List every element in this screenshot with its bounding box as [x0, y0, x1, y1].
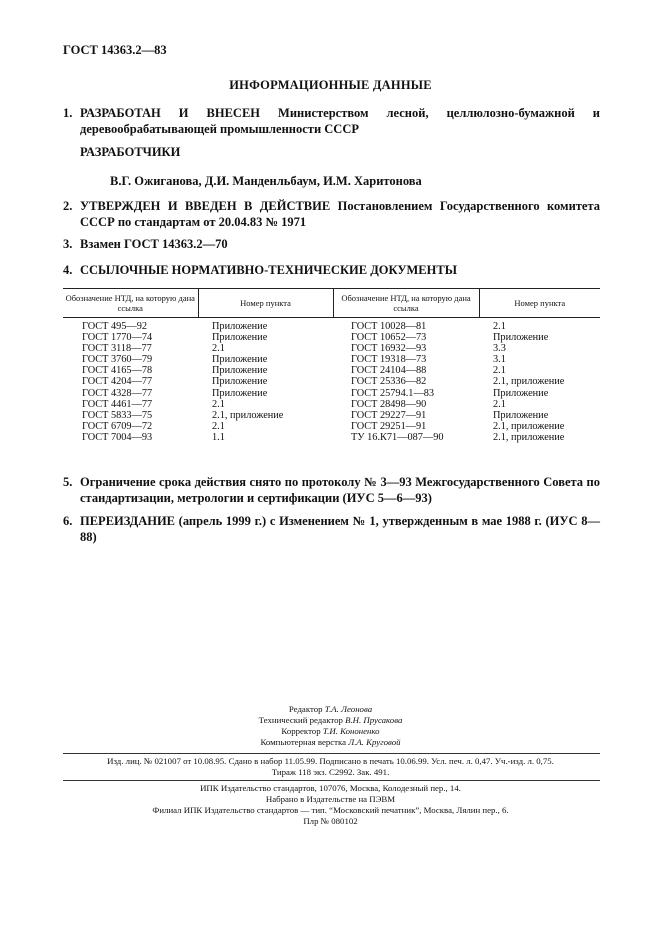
credit-proofreader: Корректор Т.И. Кононенко [281, 726, 380, 736]
cell-ntd-1: ГОСТ 3118—77 [82, 343, 152, 355]
section-5-text: Ограничение срока действия снято по протоколу № 3—93 Межгосударственного Совета по стандартизации, метрологии и сертификации (ИУС 5—6—93) [80, 475, 600, 505]
section-6-text: ПЕРЕИЗДАНИЕ (апрель 1999 г.) с Изменением № 1, утвержденным в мае 1988 г. (ИУС 8—88) [80, 514, 600, 544]
cell-ntd-1: ГОСТ 1770—74 [82, 332, 153, 344]
cell-clause-2: Приложение [493, 387, 549, 399]
credits-block [0, 704, 661, 748]
cell-ntd-1: ГОСТ 7004—93 [82, 431, 153, 443]
cell-clause-2: 2.1 [493, 321, 506, 332]
section-6 [63, 513, 600, 545]
cell-ntd-2: ТУ 16.К71—087—90 [351, 431, 444, 443]
section-1-number: 1. [63, 106, 73, 120]
cell-ntd-1: ГОСТ 3760—79 [82, 354, 153, 366]
section-3-text: Взамен ГОСТ 14363.2—70 [80, 237, 228, 251]
table-row [63, 432, 600, 443]
section-2-body: Постановлением Государственного комитета СССР по стандартам от 20.04.83 № 1971 [80, 199, 601, 229]
table-row [63, 354, 600, 365]
section-3 [63, 236, 600, 252]
cell-clause-1: 2.1 [212, 398, 225, 410]
page-title: ИНФОРМАЦИОННЫЕ ДАННЫЕ [229, 78, 432, 92]
table-row [63, 399, 600, 410]
cell-clause-1: 1.1 [212, 431, 225, 443]
imprint-line-1: Изд. лиц. № 021007 от 10.08.95. Сдано в набор 11.05.99. Подписано в печать 10.06.99. Усл. печ. л. 0,47. Уч.-изд. л. 0,75. [107, 756, 554, 766]
cell-clause-2: Приложение [493, 332, 549, 344]
cell-clause-1: Приложение [212, 354, 268, 366]
cell-ntd-1: ГОСТ 4328—77 [82, 387, 153, 399]
table-row [63, 332, 600, 343]
cell-clause-1: Приложение [212, 332, 268, 344]
cell-clause-2: 2.1, приложение [493, 420, 565, 432]
cell-ntd-2: ГОСТ 19318—73 [351, 354, 427, 366]
cell-ntd-1: ГОСТ 495—92 [82, 321, 148, 332]
publisher-line-3: Филиал ИПК Издательство стандартов — тип. “Московский печатник”, Москва, Лялин пер., 6. [152, 805, 509, 815]
cell-ntd-2: ГОСТ 10652—73 [351, 332, 427, 344]
table-row [63, 343, 600, 354]
section-6-number: 6. [63, 514, 73, 528]
section-2-number: 2. [63, 199, 73, 213]
table-row [63, 376, 600, 387]
header-ntd-1: Обозначение НТД, на которую дана ссылка [63, 289, 198, 318]
table-row [63, 318, 600, 333]
table-row [63, 388, 600, 399]
cell-clause-1: Приложение [212, 321, 268, 332]
cell-ntd-2: ГОСТ 25794.1—83 [351, 387, 435, 399]
section-1-text [80, 105, 600, 137]
section-1-lead: РАЗРАБОТАН И ВНЕСЕН [80, 106, 261, 120]
cell-ntd-2: ГОСТ 29227—91 [351, 409, 427, 421]
table-row [63, 365, 600, 376]
cell-ntd-1: ГОСТ 4204—77 [82, 376, 153, 388]
cell-clause-1: Приложение [212, 376, 268, 388]
section-4 [63, 262, 600, 278]
section-2-lead: УТВЕРЖДЕН И ВВЕДЕН В ДЕЙСТВИЕ [80, 199, 331, 213]
developers-names: В.Г. Ожиганова, Д.И. Манденльбаум, И.М. Харитонова [110, 174, 422, 188]
cell-ntd-2: ГОСТ 24104—88 [351, 365, 427, 377]
developers-heading: РАЗРАБОТЧИКИ [80, 145, 181, 159]
cell-clause-1: 2.1 [212, 420, 225, 432]
cell-clause-2: 3.1 [493, 354, 506, 366]
publisher-line-1: ИПК Издательство стандартов, 107076, Москва, Колодезный пер., 14. [200, 783, 461, 793]
table-header-row [63, 289, 600, 318]
section-4-number: 4. [63, 263, 73, 277]
credit-tech-editor: Технический редактор В.Н. Прусакова [258, 715, 403, 725]
publisher-line-4: Плр № 080102 [303, 816, 358, 826]
cell-ntd-2: ГОСТ 29251—91 [351, 420, 427, 432]
document-id: ГОСТ 14363.2—83 [63, 43, 167, 57]
cell-clause-1: 2.1, приложение [212, 409, 284, 421]
cell-ntd-2: ГОСТ 28498—90 [351, 398, 427, 410]
cell-ntd-2: ГОСТ 16932—93 [351, 343, 427, 355]
header-clause-2: Номер пункта [479, 289, 600, 318]
cell-ntd-2: ГОСТ 25336—82 [351, 376, 427, 388]
cell-clause-2: 2.1 [493, 365, 506, 377]
credit-editor: Редактор Т.А. Леонова [288, 704, 373, 714]
references-table [63, 288, 600, 443]
section-2-text [80, 198, 600, 230]
section-2 [63, 198, 600, 230]
cell-clause-2: 2.1, приложение [493, 376, 565, 388]
cell-clause-2: Приложение [493, 409, 549, 421]
cell-ntd-2: ГОСТ 10028—81 [351, 321, 427, 332]
cell-clause-2: 2.1 [493, 398, 506, 410]
section-1-body: Министерством лесной, целлюлозно-бумажной и деревообрабатывающей промышленности СССР [80, 106, 600, 136]
cell-clause-1: Приложение [212, 365, 268, 377]
credit-layout: Компьютерная верстка Л.А. Круговой [260, 737, 401, 747]
table-row [63, 421, 600, 432]
cell-clause-1: Приложение [212, 387, 268, 399]
imprint-line-2: Тираж 118 экз. С2992. Зак. 491. [271, 767, 390, 777]
cell-clause-1: 2.1 [212, 343, 225, 355]
cell-ntd-1: ГОСТ 4461—77 [82, 398, 153, 410]
cell-clause-2: 2.1, приложение [493, 431, 565, 443]
table-row [63, 410, 600, 421]
cell-ntd-1: ГОСТ 6709—72 [82, 420, 153, 432]
cell-clause-2: 3.3 [493, 343, 506, 355]
publisher-block [0, 783, 661, 827]
publisher-line-2: Набрано в Издательстве на ПЭВМ [265, 794, 396, 804]
divider [63, 780, 600, 781]
divider [63, 753, 600, 754]
section-1 [63, 105, 600, 137]
section-5-number: 5. [63, 475, 73, 489]
header-ntd-2: Обозначение НТД, на которую дана ссылка [333, 289, 479, 318]
section-5 [63, 474, 600, 506]
section-3-number: 3. [63, 237, 73, 251]
header-clause-1: Номер пункта [198, 289, 333, 318]
cell-ntd-1: ГОСТ 4165—78 [82, 365, 153, 377]
section-4-text: ССЫЛОЧНЫЕ НОРМАТИВНО-ТЕХНИЧЕСКИЕ ДОКУМЕНТЫ [80, 263, 457, 277]
cell-ntd-1: ГОСТ 5833—75 [82, 409, 153, 421]
